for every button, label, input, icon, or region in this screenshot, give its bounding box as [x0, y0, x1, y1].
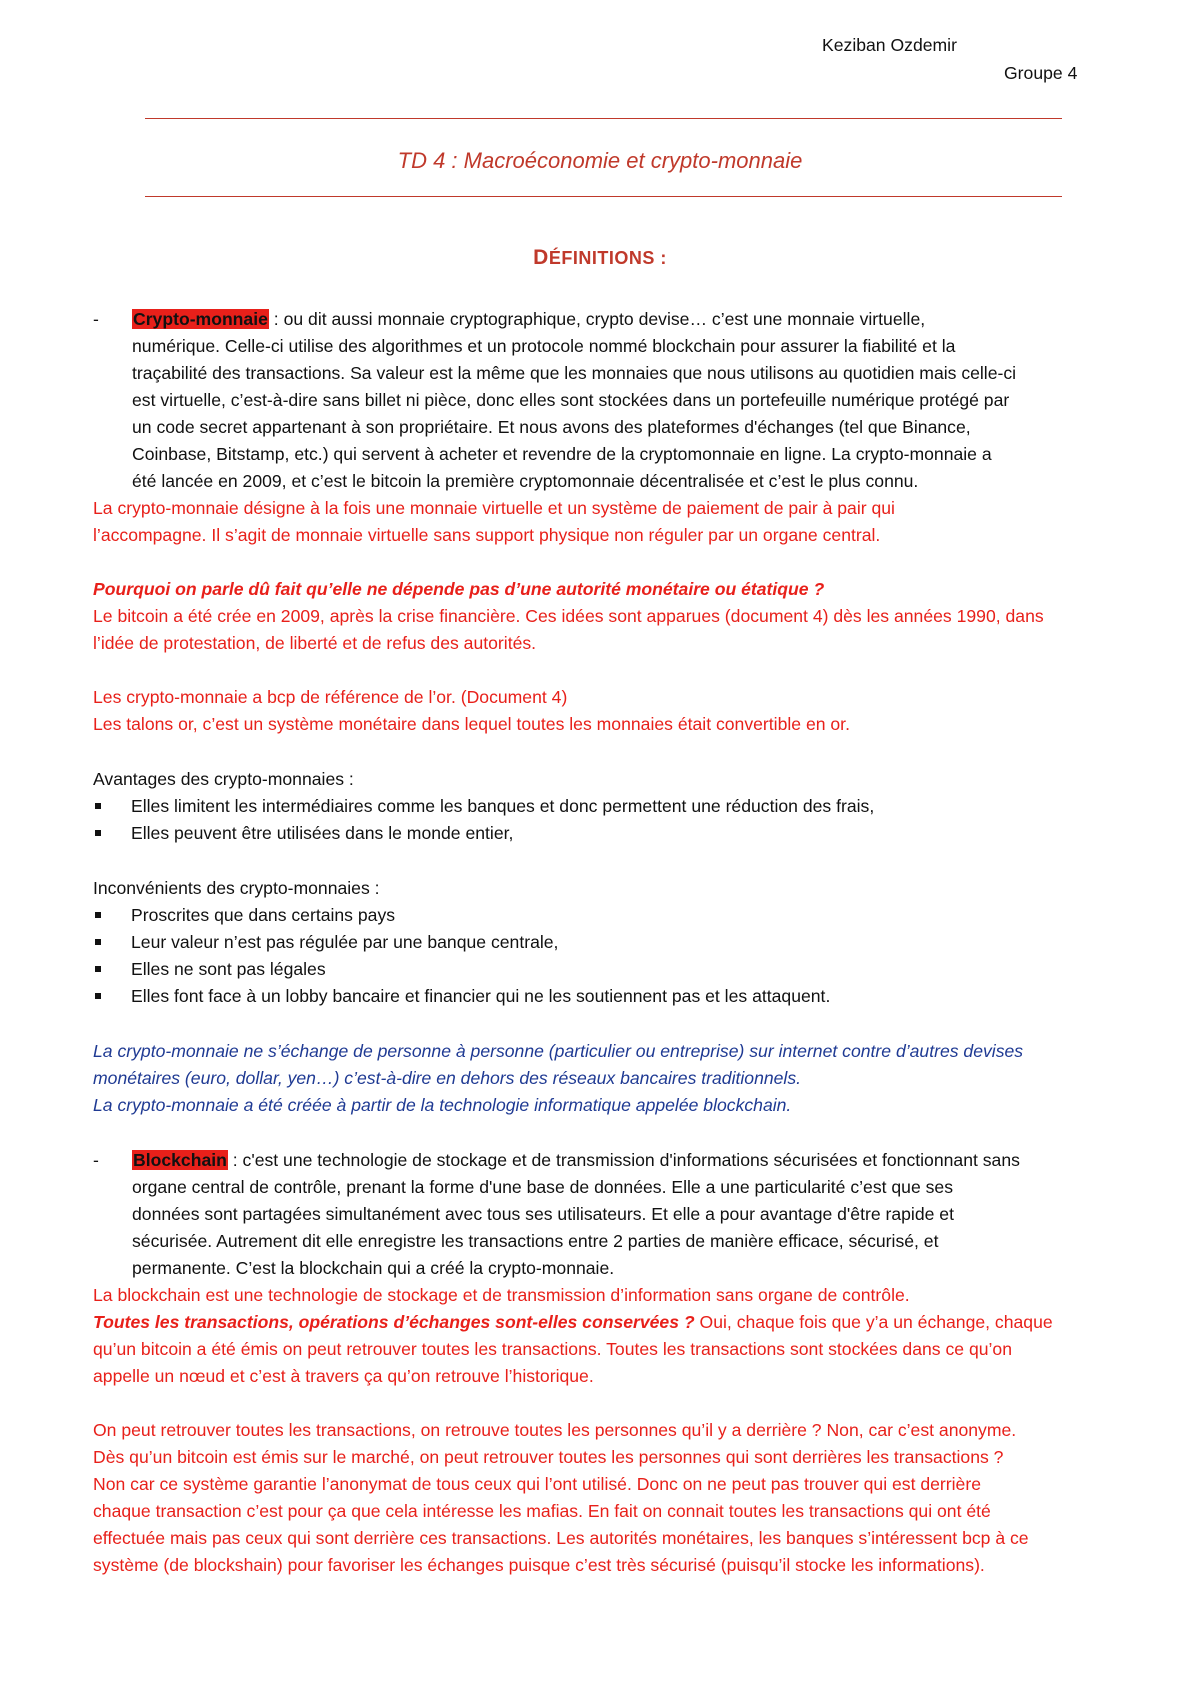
crypto-note — [93, 495, 1163, 549]
section-heading-rest: ÉFINITIONS : — [548, 248, 667, 268]
bullet-square-icon — [95, 830, 101, 836]
blockchain-term-highlight: Blockchain — [133, 1150, 227, 1170]
text-line: été lancée en 2009, et c’est le bitcoin la première cryptomonnaie décentralisée et c’est le plus connu. — [132, 471, 919, 491]
group-label: Groupe 4 — [1004, 63, 1078, 83]
text-line: appelle un nœud et c’est à travers ça qu’on retrouve l’historique. — [93, 1366, 594, 1386]
list-item-text: Elles ne sont pas légales — [131, 959, 326, 979]
author-name: Keziban Ozdemir — [822, 35, 957, 55]
advantages-heading: Avantages des crypto-monnaies : — [93, 769, 354, 789]
blockchain-note — [93, 1282, 1163, 1390]
transactions-question: Toutes les transactions, opérations d’échanges sont-elles conservées ? — [93, 1312, 695, 1332]
list-item-text: Elles limitent les intermédiaires comme les banques et donc permettent une réduction des frais, — [131, 796, 875, 816]
advantages-list — [93, 793, 874, 847]
bullet-square-icon — [95, 939, 101, 945]
bullet-square-icon — [95, 993, 101, 999]
gold-section — [93, 684, 1163, 738]
list-dash: - — [93, 1150, 99, 1170]
blockchain-definition — [132, 1147, 1152, 1282]
text-line: Les talons or, c’est un système monétaire dans lequel toutes les monnaies était convertible en or. — [93, 714, 850, 734]
text-line: permanente. C’est la blockchain qui a créé la crypto-monnaie. — [132, 1258, 615, 1278]
text-line: données sont partagées simultanément avec tous ses utilisateurs. Et elle a pour avantage d'être rapide et — [132, 1204, 954, 1224]
bullet-square-icon — [95, 912, 101, 918]
text-line: l’idée de protestation, de liberté et de refus des autorités. — [93, 633, 537, 653]
list-item — [93, 820, 874, 847]
text-line: Les crypto-monnaie a bcp de référence de l’or. (Document 4) — [93, 687, 568, 707]
text-line: monétaires (euro, dollar, yen…) c’est-à-dire en dehors des réseaux bancaires traditionnels. — [93, 1068, 802, 1088]
text-line: l’accompagne. Il s’agit de monnaie virtuelle sans support physique non réguler par un organe central. — [93, 525, 881, 545]
list-item-text: Elles peuvent être utilisées dans le monde entier, — [131, 823, 514, 843]
text-line: : ou dit aussi monnaie cryptographique, crypto devise… c’est une monnaie virtuelle, — [268, 309, 926, 329]
text-line: effectuée mais pas ceux qui sont derrière ces transactions. Les autorités monétaires, les banques s’intéressent bcp à ce — [93, 1528, 1029, 1548]
text-line: On peut retrouver toutes les transactions, on retrouve toutes les personnes qu’il y a derrière ? Non, car c’est anonyme. — [93, 1420, 1017, 1440]
text-line: La crypto-monnaie ne s’échange de personne à personne (particulier ou entreprise) sur internet contre d’autres devises — [93, 1041, 1024, 1061]
list-item-text: Proscrites que dans certains pays — [131, 905, 396, 925]
text-line: est virtuelle, c’est-à-dire sans billet ni pièce, donc elles sont stockées dans un portefeuille numérique protégé par — [132, 390, 1010, 410]
title-rule-top — [145, 118, 1062, 119]
text-line: qu’un bitcoin a été émis on peut retrouver toutes les transactions. Toutes les transactions sont stockées dans ce qu’on — [93, 1339, 1012, 1359]
text-line: Le bitcoin a été crée en 2009, après la crise financière. Ces idées sont apparues (document 4) dès les années 1990, dans — [93, 606, 1044, 626]
list-item — [93, 902, 830, 929]
text-line: sécurisée. Autrement dit elle enregistre les transactions entre 2 parties de manière efficace, sécurisé, et — [132, 1231, 939, 1251]
text-line: chaque transaction c’est pour ça que cela intéresse les mafias. En fait on connait toutes les transactions qui ont été — [93, 1501, 991, 1521]
text-line: La blockchain est une technologie de stockage et de transmission d’information sans organe de contrôle. — [93, 1285, 910, 1305]
text-line: La crypto-monnaie a été créée à partir de la technologie informatique appelée blockchain. — [93, 1095, 792, 1115]
blue-note — [93, 1038, 1163, 1119]
text-line: système (de blockshain) pour favoriser les échanges puisque c’est très sécurisé (puisqu’il stocke les informations). — [93, 1555, 985, 1575]
page-title: TD 4 : Macroéconomie et crypto-monnaie — [397, 148, 803, 173]
why-section — [93, 576, 1163, 657]
anonymity-paragraph — [93, 1417, 1163, 1579]
list-item — [93, 929, 830, 956]
section-heading — [0, 244, 1200, 272]
text-line: Non car ce système garantie l’anonymat de tous ceux qui l’ont utilisé. Donc on ne peut pas trouver qui est derrière — [93, 1474, 981, 1494]
text-line: un code secret appartenant à son propriétaire. Et nous avons des plateformes d'échanges (tel que Binance, — [132, 417, 971, 437]
text-line: organe central de contrôle, prenant la forme d'une base de données. Elle a une particularité c’est que ses — [132, 1177, 954, 1197]
text-line: La crypto-monnaie désigne à la fois une monnaie virtuelle et un système de paiement de pair à pair qui — [93, 498, 895, 518]
list-item-text: Elles font face à un lobby bancaire et financier qui ne les soutiennent pas et les attaquent. — [131, 986, 831, 1006]
list-item-text: Leur valeur n’est pas régulée par une banque centrale, — [131, 932, 559, 952]
crypto-definition — [132, 306, 1152, 495]
why-question: Pourquoi on parle dû fait qu’elle ne dépende pas d’une autorité monétaire ou étatique ? — [93, 579, 825, 599]
text-line: Dès qu’un bitcoin est émis sur le marché, on peut retrouver toutes les personnes qui sont derrières les transactions ? — [93, 1447, 1004, 1467]
list-item — [93, 793, 874, 820]
disadvantages-heading: Inconvénients des crypto-monnaies : — [93, 878, 380, 898]
section-heading-initial: D — [533, 246, 549, 269]
text-line: traçabilité des transactions. Sa valeur est la même que les monnaies que nous utilisons au quotidien mais celle-ci — [132, 363, 1017, 383]
text-line: numérique. Celle-ci utilise des algorithmes et un protocole nommé blockchain pour assurer la fiabilité et la — [132, 336, 956, 356]
text-line: Coinbase, Bitstamp, etc.) qui servent à acheter et revendre de la cryptomonnaie en ligne. La crypto-monnaie a — [132, 444, 992, 464]
text-line: Oui, chaque fois que y’a un échange, chaque — [694, 1312, 1053, 1332]
list-dash: - — [93, 309, 99, 329]
title-rule-bottom — [145, 196, 1062, 197]
bullet-square-icon — [95, 966, 101, 972]
bullet-square-icon — [95, 803, 101, 809]
list-item — [93, 983, 830, 1010]
crypto-term-highlight: Crypto-monnaie — [133, 309, 268, 329]
disadvantages-list — [93, 902, 830, 1010]
text-line: : c'est une technologie de stockage et de transmission d'informations sécurisées et fonctionnant sans — [227, 1150, 1020, 1170]
list-item — [93, 956, 830, 983]
